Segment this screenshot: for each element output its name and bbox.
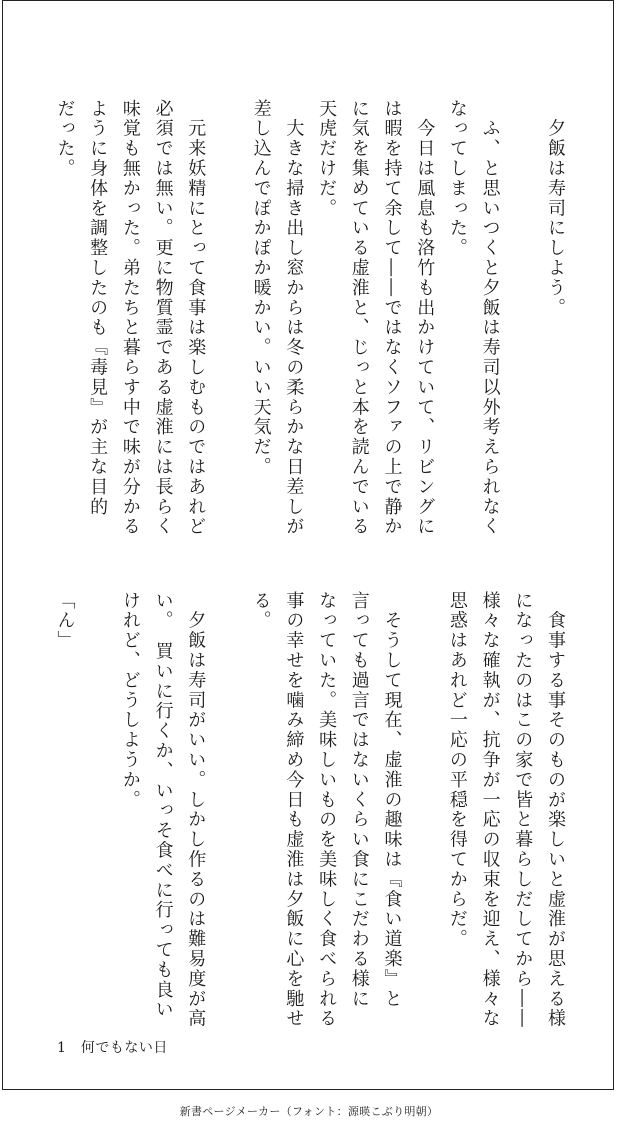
text-column: 大きな掃き出し窓からは冬の柔らかな日差しが xyxy=(283,99,305,537)
page-folio: 1 何でもない日 xyxy=(57,1040,168,1056)
text-column: 食事する事そのものが楽しいと虚淮が思える様 xyxy=(545,591,566,1029)
text-column xyxy=(407,591,440,1051)
text-column: 言っても過言ではないくらい食にこだわる様に xyxy=(348,591,370,1009)
text-column: に気を集めている虚淮と、じっと本を読んでいる xyxy=(348,99,370,537)
text-column xyxy=(506,99,539,559)
text-column: 元来妖精にとって食事は楽しむものではあれど xyxy=(185,99,207,537)
text-column: になったのはこの家で皆と暮らしだしてから―― xyxy=(512,591,534,1029)
text-column: 味覚も無かった。弟たちと暮らす中で味が分かる xyxy=(119,99,141,537)
text-column: そうして現在、虚淮の趣味は『食い道楽』と xyxy=(381,591,403,1009)
text-column: 今日は風息も洛竹も出かけていて、リビングに xyxy=(414,99,436,537)
text-column: なってしまった。 xyxy=(446,99,468,259)
text-column: なっていた。美味しいものを美味しく食べられる xyxy=(316,591,338,1029)
text-column: は暇を持て余して――ではなくソファの上で静か xyxy=(381,99,403,537)
text-column: 思惑はあれど一応の平穏を得てからだ。 xyxy=(446,591,468,950)
text-column: 様々な確執が、抗争が一応の収束を迎え、様々な xyxy=(479,591,501,1029)
text-column: 天虎だけだ。 xyxy=(316,99,338,219)
text-column: けれど、どうしようか。 xyxy=(119,591,141,810)
top-text-block xyxy=(48,99,571,559)
text-column xyxy=(211,99,244,559)
text-column xyxy=(80,591,113,1051)
text-column: だった。 xyxy=(54,99,76,179)
text-column: 夕飯は寿司がいい。しかし作るのは難易度が高 xyxy=(185,591,207,1029)
text-column: 必須では無い。更に物質霊である虚淮には長らく xyxy=(152,99,174,537)
text-column: ように身体を調整したのも『毒見』が主な目的 xyxy=(87,99,109,517)
page-frame xyxy=(2,0,614,1090)
text-column: 「ん」 xyxy=(54,591,76,651)
bottom-text-block xyxy=(48,591,571,1051)
text-column xyxy=(211,591,244,1051)
text-column: る。 xyxy=(250,591,272,631)
text-column: い。 買いに行くか、いっそ食べに行っても良い xyxy=(152,591,174,1020)
text-column: 差し込んでぽかぽか暖かい。いい天気だ。 xyxy=(250,99,272,478)
text-column: ふ、と思いつくと夕飯は寿司以外考えられなく xyxy=(479,99,501,537)
footer-credit: 新書ページメーカー（フォント：源暎こぶり明朝） xyxy=(179,1105,439,1118)
text-column: 夕飯は寿司にしよう。 xyxy=(545,99,566,318)
text-column: 事の幸せを噛み締め今日も虚淮は夕飯に心を馳せ xyxy=(283,591,305,1029)
